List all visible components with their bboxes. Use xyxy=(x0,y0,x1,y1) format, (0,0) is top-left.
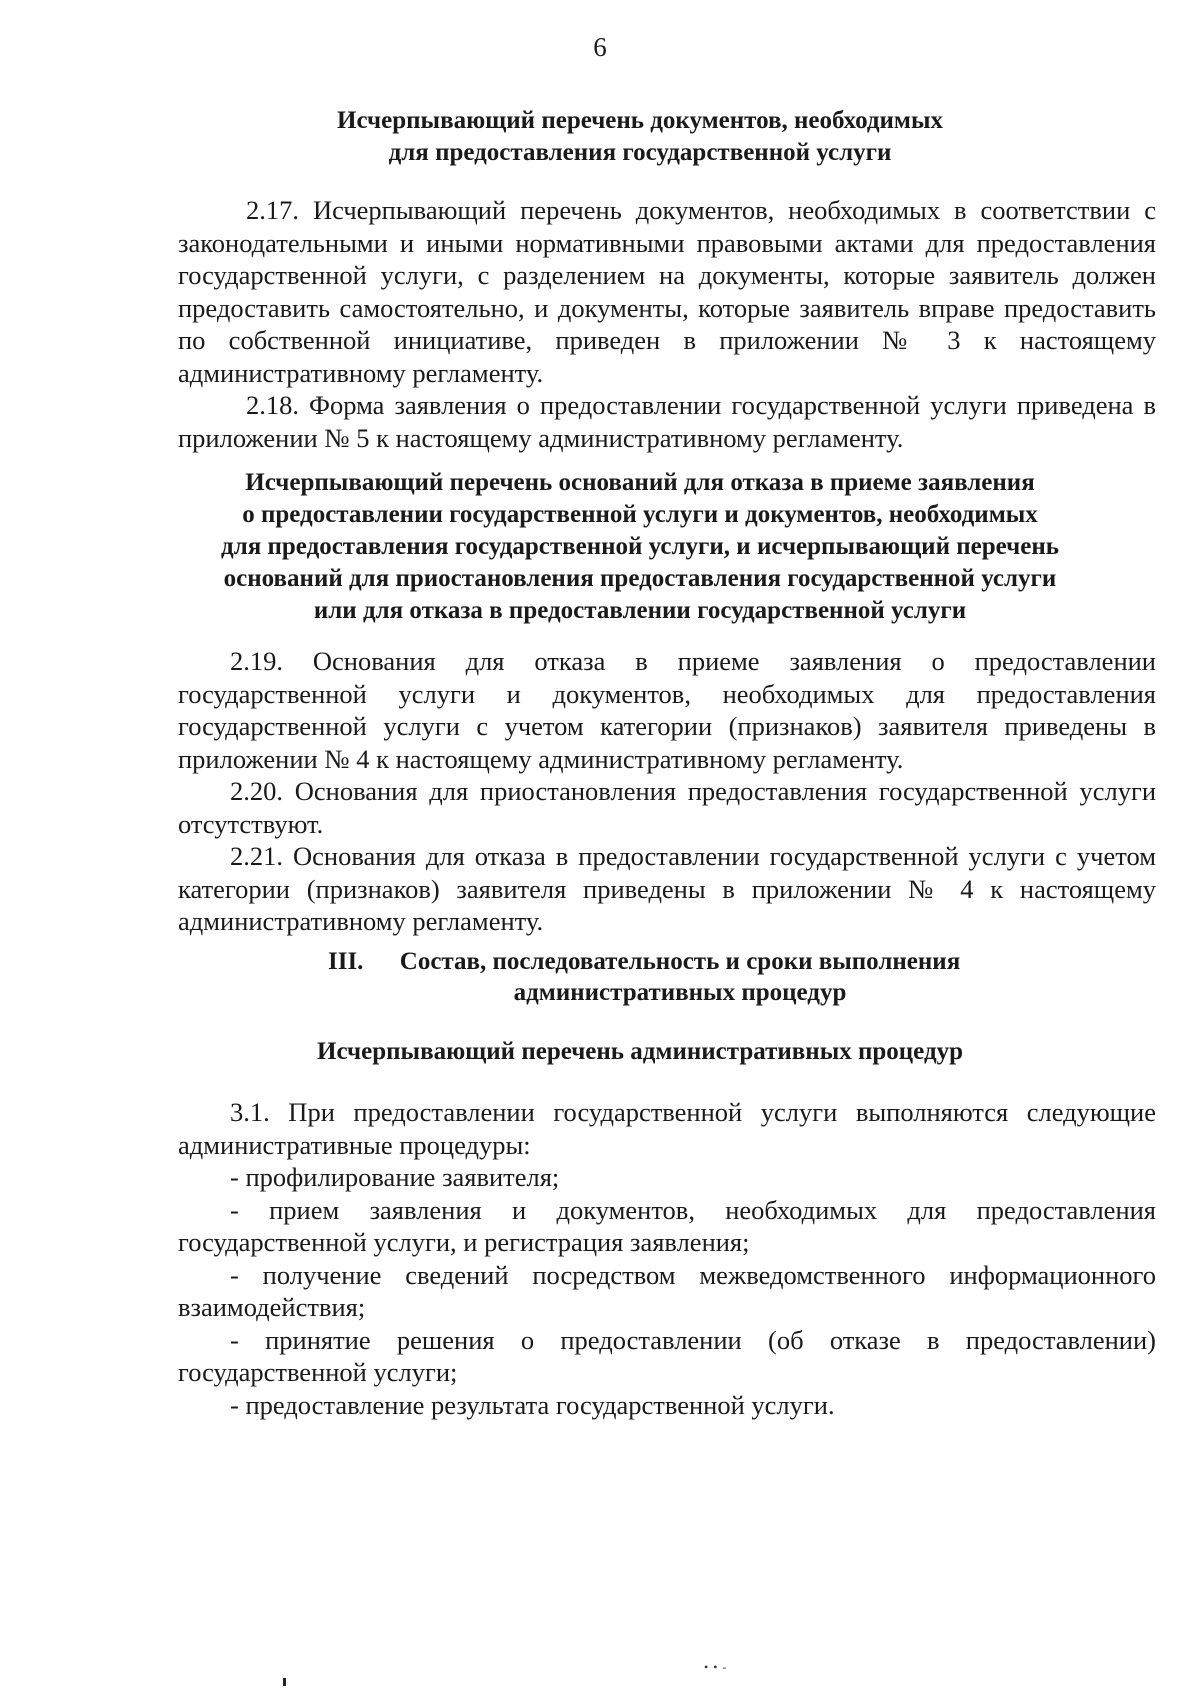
heading-administrative-procedures xyxy=(160,1036,1120,1068)
paragraph-2-17: 2.17. Исчерпывающий перечень документов, необходимых в соответствии с законодательными и иными нормативными правовыми актами для предоставления государственной услуги, с разделением на документы, которые заявитель должен предоставить самостоятельно, и документы, которые заявитель вправе предоставить по собственной инициативе, приведен в приложении № 3 к настоящему административному регламенту. xyxy=(178,195,1156,388)
section-refusal-text xyxy=(178,645,1156,938)
paragraph-3-1: 3.1. При предоставлении государственной услуги выполняются следующие административные процедуры: xyxy=(178,1097,1156,1160)
heading-required-documents xyxy=(160,105,1120,169)
paragraph-2-19: 2.19. Основания для отказа в приеме заявления о предоставлении государственной услуги и документов, необходимых для предоставления государственной услуги с учетом категории (признаков) заявителя приведены в приложении № 4 к настоящему административному регламенту. xyxy=(178,646,1156,774)
heading-line: Исчерпывающий перечень оснований для отказа в приеме заявления xyxy=(245,469,1035,496)
procedure-item: - принятие решения о предоставлении (об отказе в предоставлении) государственной услуги; xyxy=(178,1324,1156,1387)
section-procedures-text xyxy=(178,1096,1156,1421)
page-number: 6 xyxy=(593,32,607,62)
section-documents-text xyxy=(178,194,1156,454)
heading-line: для предоставления государственной услуги xyxy=(388,139,892,166)
procedure-item: - профилирование заявителя; xyxy=(230,1162,560,1192)
heading-line: о предоставлении государственной услуги и документов, необходимых xyxy=(242,501,1038,528)
paragraph-2-18: 2.18. Форма заявления о предоставлении государственной услуги приведена в приложении № 5 к настоящему административному регламенту. xyxy=(178,390,1156,453)
heading-line: оснований для приостановления предоставления государственной услуги xyxy=(223,565,1057,592)
section-number: III. xyxy=(328,948,364,975)
heading-line: Исчерпывающий перечень административных процедур xyxy=(317,1038,963,1065)
scan-artifact: • • - xyxy=(704,1660,728,1674)
procedure-item: - прием заявления и документов, необходимых для предоставления государственной услуги, и регистрация заявления; xyxy=(178,1194,1156,1257)
section-title-line: административных процедур xyxy=(513,979,847,1006)
section-iii-heading xyxy=(300,946,1060,1008)
heading-line: Исчерпывающий перечень документов, необходимых xyxy=(337,107,943,134)
heading-line: для предоставления государственной услуги, и исчерпывающий перечень xyxy=(221,533,1059,560)
heading-line: или для отказа в предоставлении государственной услуги xyxy=(313,597,967,624)
procedure-item: - предоставление результата государственной услуги. xyxy=(230,1389,835,1420)
procedure-item: - получение сведений посредством межведомственного информационного взаимодействия; xyxy=(178,1259,1156,1322)
scan-speck xyxy=(283,1678,286,1686)
paragraph-2-21: 2.21. Основания для отказа в предоставлении государственной услуги с учетом категории (признаков) заявителя приведены в приложении № 4 к настоящему административному регламенту. xyxy=(178,841,1156,936)
heading-refusal-grounds xyxy=(160,467,1120,627)
paragraph-2-20: 2.20. Основания для приостановления предоставления государственной услуги отсутствуют. xyxy=(178,776,1156,839)
section-title-line: Состав, последовательность и сроки выполнения xyxy=(399,948,961,975)
